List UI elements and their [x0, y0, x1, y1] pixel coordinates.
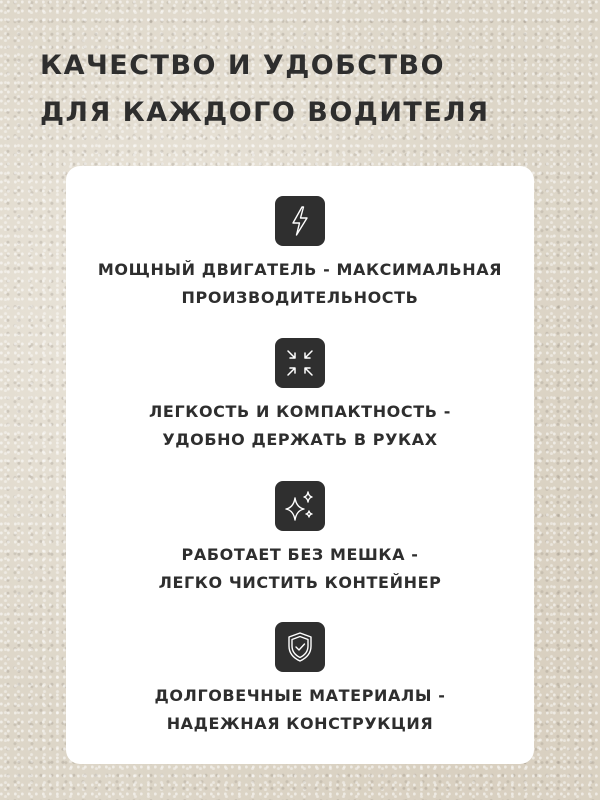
page-headline [40, 42, 560, 136]
feature-line-2: УДОБНО ДЕРЖАТЬ В РУКАХ [162, 430, 438, 449]
headline-line-2: ДЛЯ КАЖДОГО ВОДИТЕЛЯ [40, 97, 490, 128]
feature-bagless [66, 481, 534, 597]
feature-line-1: МОЩНЫЙ ДВИГАТЕЛЬ - МАКСИМАЛЬНАЯ [97, 260, 503, 279]
feature-line-2: НАДЕЖНАЯ КОНСТРУКЦИЯ [166, 714, 434, 733]
compress-arrows-icon [275, 338, 325, 388]
feature-text [66, 256, 534, 312]
sparkles-icon [275, 481, 325, 531]
shield-check-icon [275, 622, 325, 672]
headline-line-1: КАЧЕСТВО И УДОБСТВО [40, 50, 446, 81]
feature-compact [66, 338, 534, 454]
features-card [66, 166, 534, 764]
feature-durable [66, 622, 534, 738]
feature-line-2: ПРОИЗВОДИТЕЛЬНОСТЬ [181, 288, 419, 307]
feature-line-1: РАБОТАЕТ БЕЗ МЕШКА - [181, 545, 419, 564]
feature-line-1: ДОЛГОВЕЧНЫЕ МАТЕРИАЛЫ - [154, 686, 446, 705]
feature-text [66, 398, 534, 454]
feature-text [66, 541, 534, 597]
feature-line-1: ЛЕГКОСТЬ И КОМПАКТНОСТЬ - [149, 402, 451, 421]
feature-text [66, 682, 534, 738]
lightning-icon [275, 196, 325, 246]
feature-line-2: ЛЕГКО ЧИСТИТЬ КОНТЕЙНЕР [158, 573, 442, 592]
feature-powerful-motor [66, 196, 534, 312]
